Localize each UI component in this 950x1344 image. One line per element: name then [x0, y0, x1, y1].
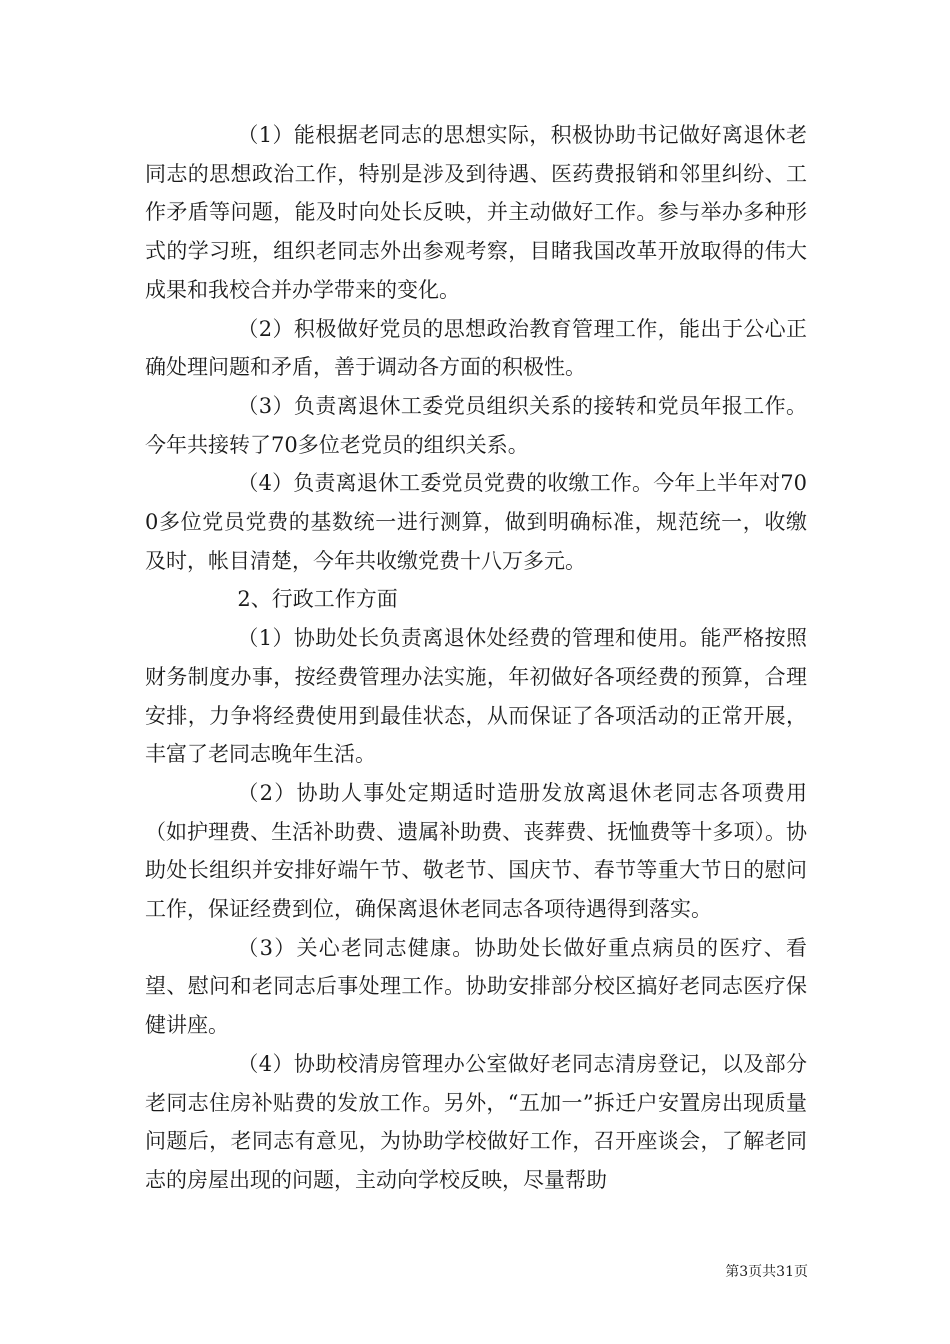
section-heading-admin: 2、行政工作方面 — [237, 587, 398, 612]
paragraph-6: （2）协助人事处定期适时造册发放离退休老同志各项费用（如护理费、生活补助费、遗属补助费、丧葬费、抚恤费等十多项）。协助处长组织并安排好端午节、敬老节、国庆节、春节等重大节日的慰问工作，保证经费到位，确保离退休老同志各项待遇得到落实。 — [145, 780, 807, 922]
paragraph-5: （1）协助处长负责离退休处经费的管理和使用。能严格按照财务制度办事，按经费管理办法实施，年初做好各项经费的预算，合理安排，力争将经费使用到最佳状态，从而保证了各项活动的正常开展，丰富了老同志晚年生活。 — [145, 626, 807, 767]
paragraph-2: （2）积极做好党员的思想政治教育管理工作，能出于公心正确处理问题和矛盾，善于调动各方面的积极性。 — [145, 316, 807, 380]
paragraph-3: （3）负责离退休工委党员组织关系的接转和党员年报工作。今年共接转了70多位老党员的组织关系。 — [145, 393, 807, 457]
paragraph-1: （1）能根据老同志的思想实际，积极协助书记做好离退休老同志的思想政治工作，特别是涉及到待遇、医药费报销和邻里纠纷、工作矛盾等问题，能及时向处长反映，并主动做好工作。参与举办多种形式的学习班，组织老同志外出参观考察，目睹我国改革开放取得的伟大成果和我校合并办学带来的变化。 — [145, 123, 807, 302]
paragraph-4: （4）负责离退休工委党员党费的收缴工作。今年上半年对700多位党员党费的基数统一进行测算，做到明确标准，规范统一，收缴及时，帐目清楚，今年共收缴党费十八万多元。 — [145, 471, 807, 573]
paragraph-8: （4）协助校清房管理办公室做好老同志清房登记，以及部分老同志住房补贴费的发放工作。另外，“五加一”拆迁户安置房出现质量问题后，老同志有意见，为协助学校做好工作，召开座谈会，了解老同志的房屋出现的问题，主动向学校反映，尽量帮助 — [145, 1051, 807, 1192]
paragraph-7: （3）关心老同志健康。协助处长做好重点病员的医疗、看望、慰问和老同志后事处理工作。协助安排部分校区搞好老同志医疗保健讲座。 — [145, 935, 807, 1038]
page-number-footer: 第3页共31页 — [725, 1264, 808, 1280]
document-body — [145, 116, 807, 1200]
